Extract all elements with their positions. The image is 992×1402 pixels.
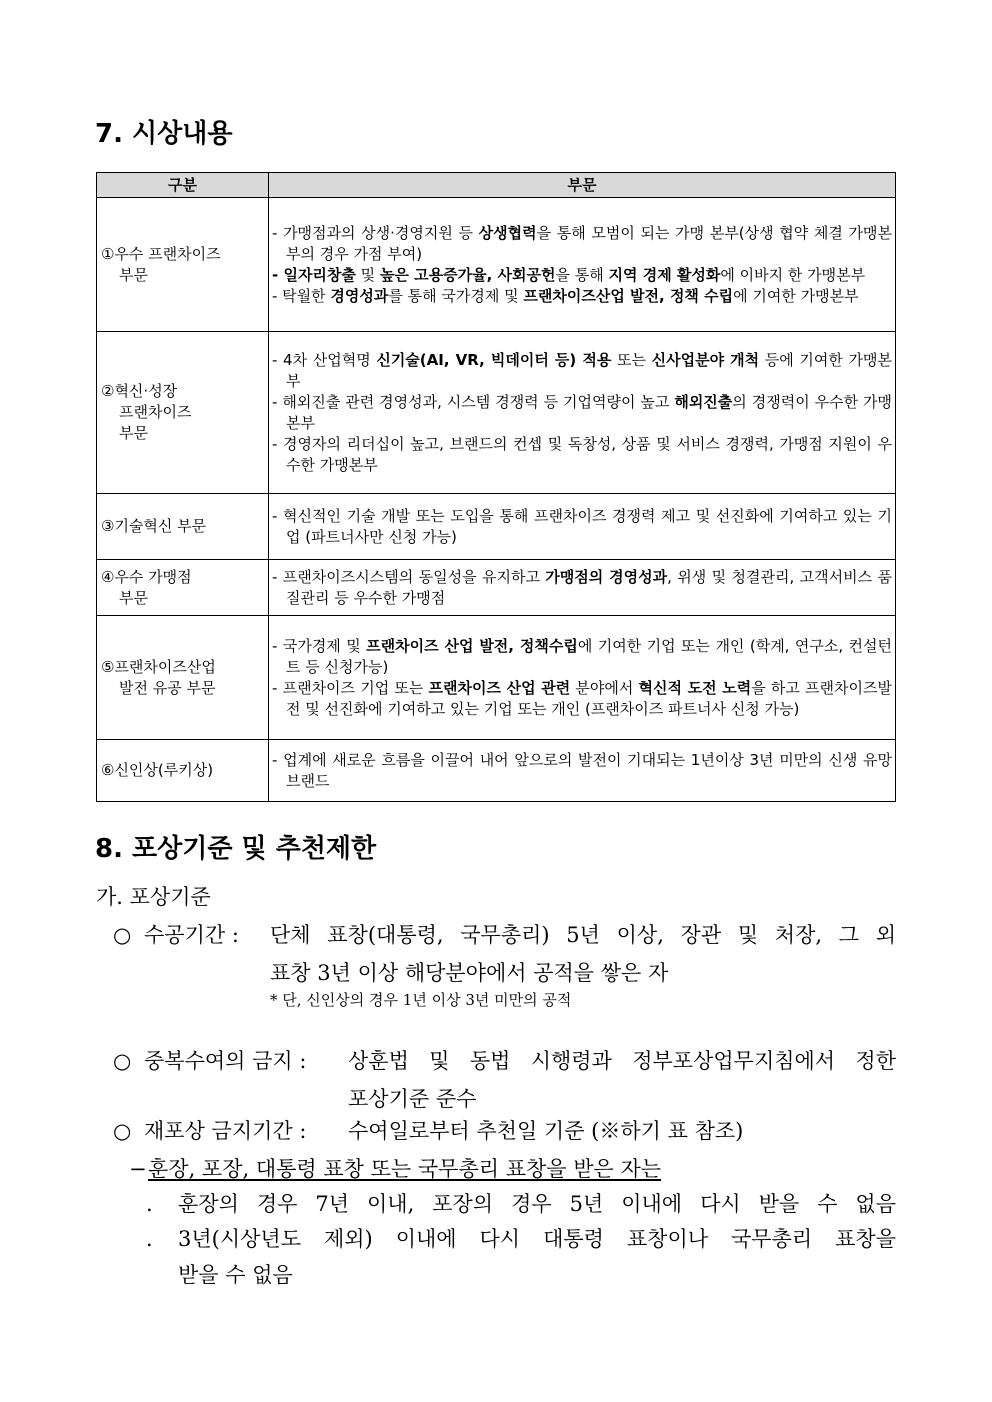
award-category-line: 부문	[119, 265, 148, 284]
award-description-cell	[269, 332, 896, 494]
award-category-line: ②혁신·성장	[101, 382, 178, 400]
plain-text: 을 통해	[555, 265, 609, 284]
award-category-line: 부문	[119, 424, 148, 442]
plain-text: - 탁월한	[272, 286, 331, 305]
emphasis-text: 신기술(AI, VR, 빅데이터 등) 적용	[376, 350, 612, 369]
duplicate-award-text-2: 포상기준 준수	[348, 1087, 477, 1111]
emphasis-text: 프랜차이즈 산업 관련	[428, 678, 571, 697]
award-description-list	[272, 506, 892, 548]
emphasis-text: 프랜차이즈 산업 발전, 정책수립	[366, 636, 578, 655]
plain-text: 의 경쟁력이 우수한 가맹본부	[286, 392, 892, 432]
plain-text: - 가맹점과의 상생·경영지원 등	[272, 223, 479, 242]
award-category-cell	[97, 740, 269, 802]
award-category-line: ③기술혁신 부문	[101, 517, 207, 535]
rule-1-text: 훈장의 경우 7년 이내, 포장의 경우 5년 이내에 다시 받을 수 없음	[178, 1192, 896, 1216]
section-7-title: 7. 시상내용	[95, 119, 233, 149]
award-description-list	[272, 350, 892, 476]
emphasis-text: 높은 고용증가율, 사회공헌	[379, 265, 556, 284]
header-category: 구분	[97, 173, 269, 198]
plain-text: - 경영자의 리더십이 높고, 브랜드의 컨셉 및 독창성, 상품 및 서비스 경쟁력, 가맹점 지원이 우수한 가맹본부	[272, 434, 892, 474]
bullet-circle: ○	[113, 1049, 132, 1073]
plain-text: 등에 기여한 가맹본부	[286, 350, 892, 390]
plain-text: - 국가경제 및	[272, 636, 367, 655]
award-table-header-row	[97, 173, 896, 198]
award-description-item	[272, 636, 892, 678]
award-category-line: ④우수 가맹점	[101, 567, 192, 586]
award-row	[97, 332, 896, 494]
plain-text: - 업계에 새로운 흐름을 이끌어 내어 앞으로의 발전이 기대되는 1년이상 3년 미만의 신생 유망 브랜드	[272, 750, 892, 790]
award-category-cell	[97, 494, 269, 560]
plain-text: - 프랜차이즈 기업 또는	[272, 678, 429, 697]
emphasis-text: 상생협력	[478, 223, 537, 242]
plain-text: 를 통해 국가경제 및	[388, 286, 524, 305]
plain-text: 분야에서	[570, 678, 639, 697]
bullet-circle: ○	[113, 923, 132, 947]
award-criteria-subtitle: 가. 포상기준	[96, 885, 211, 909]
header-division: 부문	[269, 173, 896, 198]
award-table-body	[97, 198, 896, 802]
duplicate-award-text-1: 상훈법 및 동법 시행령과 정부포상업무지침에서 정한	[348, 1049, 896, 1073]
award-category-cell	[97, 616, 269, 740]
award-description-item	[272, 223, 892, 265]
award-description-item	[272, 265, 892, 286]
award-row	[97, 494, 896, 560]
medal-heading: 훈장, 포장, 대통령 표창 또는 국무총리 표창을 받은 자는	[148, 1157, 662, 1181]
award-description-list	[272, 223, 892, 307]
plain-text: 또는	[611, 350, 652, 369]
plain-text: - 4차 산업혁명	[272, 350, 377, 369]
award-description-item	[272, 434, 892, 476]
re-award-label: 재포상 금지기간 :	[144, 1119, 307, 1143]
plain-text: , 위생 및 청결관리, 고객서비스 품질관리 등 우수한 가맹점	[286, 567, 892, 607]
award-category-line: 부문	[119, 588, 148, 607]
emphasis-text: - 일자리창출	[272, 265, 356, 284]
merit-period-text-1: 단체 표창(대통령, 국무총리) 5년 이상, 장관 및 처장, 그 외	[270, 923, 896, 947]
award-description-cell	[269, 494, 896, 560]
award-description-list	[272, 567, 892, 609]
award-description-cell	[269, 198, 896, 332]
award-row	[97, 740, 896, 802]
award-description-item	[272, 350, 892, 392]
duplicate-award-label: 중복수여의 금지 :	[144, 1049, 307, 1073]
plain-text: 을 통해 모범이 되는 가맹 본부(상생 협약 체결 가맹본부의 경우 가점 부여)	[286, 223, 892, 263]
dash-mark: −	[129, 1157, 147, 1181]
award-description-item	[272, 392, 892, 434]
award-description-list	[272, 750, 892, 792]
emphasis-text: 혁신적 도전 노력	[638, 678, 752, 697]
award-category-line: ⑤프랜차이즈산업	[101, 657, 216, 676]
award-category-cell	[97, 332, 269, 494]
award-row	[97, 616, 896, 740]
merit-period-note: * 단, 신인상의 경우 1년 이상 3년 미만의 공적	[270, 991, 572, 1009]
emphasis-text: 프랜차이즈산업 발전, 정책 수립	[523, 286, 734, 305]
award-description-cell	[269, 560, 896, 616]
award-description-item	[272, 567, 892, 609]
award-table	[96, 172, 896, 802]
plain-text: 에 이바지 한 가맹본부	[720, 265, 866, 284]
plain-text: 및	[355, 265, 380, 284]
emphasis-text: 지역 경제 활성화	[608, 265, 721, 284]
award-category-cell	[97, 560, 269, 616]
award-category-line: 프랜차이즈	[119, 403, 192, 421]
bullet-circle: ○	[113, 1119, 132, 1143]
award-row	[97, 198, 896, 332]
award-row	[97, 560, 896, 616]
re-award-text: 수여일로부터 추천일 기준 (※하기 표 참조)	[348, 1119, 744, 1143]
plain-text: 에 기여한 가맹본부	[733, 286, 859, 305]
rule-2-text-a: 3년(시상년도 제외) 이내에 다시 대통령 표창이나 국무총리 표창을	[178, 1227, 896, 1251]
award-description-item	[272, 678, 892, 720]
plain-text: 을 하고 프랜차이즈발전 및 선진화에 기여하고 있는 기업 또는 개인 (프랜차이즈 파트너사 신청 가능)	[286, 678, 892, 718]
emphasis-text: 해외진출	[674, 392, 733, 411]
award-description-cell	[269, 616, 896, 740]
merit-period-label: 수공기간 :	[144, 923, 239, 947]
award-category-line: ①우수 프랜차이즈	[101, 244, 221, 263]
award-category-line: ⑥신인상(루키상)	[101, 761, 214, 779]
award-description-item	[272, 286, 892, 307]
award-description-cell	[269, 740, 896, 802]
dot-mark: .	[146, 1192, 153, 1216]
award-category-cell	[97, 198, 269, 332]
plain-text: - 해외진출 관련 경영성과, 시스템 경쟁력 등 기업역량이 높고	[272, 392, 675, 411]
emphasis-text: 경영성과	[330, 286, 389, 305]
emphasis-text: 신사업분야 개척	[651, 350, 760, 369]
award-category-line: 발전 유공 부문	[119, 678, 216, 697]
award-description-list	[272, 636, 892, 720]
dot-mark: .	[146, 1227, 153, 1251]
plain-text: - 혁신적인 기술 개발 또는 도입을 통해 프랜차이즈 경쟁력 제고 및 선진화에 기여하고 있는 기업 (파트너사만 신청 가능)	[272, 506, 892, 546]
rule-2-text-b: 받을 수 없음	[178, 1263, 293, 1287]
emphasis-text: 가맹점의 경영성과	[545, 567, 668, 586]
merit-period-text-2: 표창 3년 이상 해당분야에서 공적을 쌓은 자	[270, 961, 669, 985]
plain-text: - 프랜차이즈시스템의 동일성을 유지하고	[272, 567, 546, 586]
award-description-item	[272, 506, 892, 548]
section-8-title: 8. 포상기준 및 추천제한	[95, 834, 377, 864]
plain-text: 에 기여한 기업 또는 개인 (학계, 연구소, 컨설턴트 등 신청가능)	[286, 636, 892, 676]
award-description-item	[272, 750, 892, 792]
